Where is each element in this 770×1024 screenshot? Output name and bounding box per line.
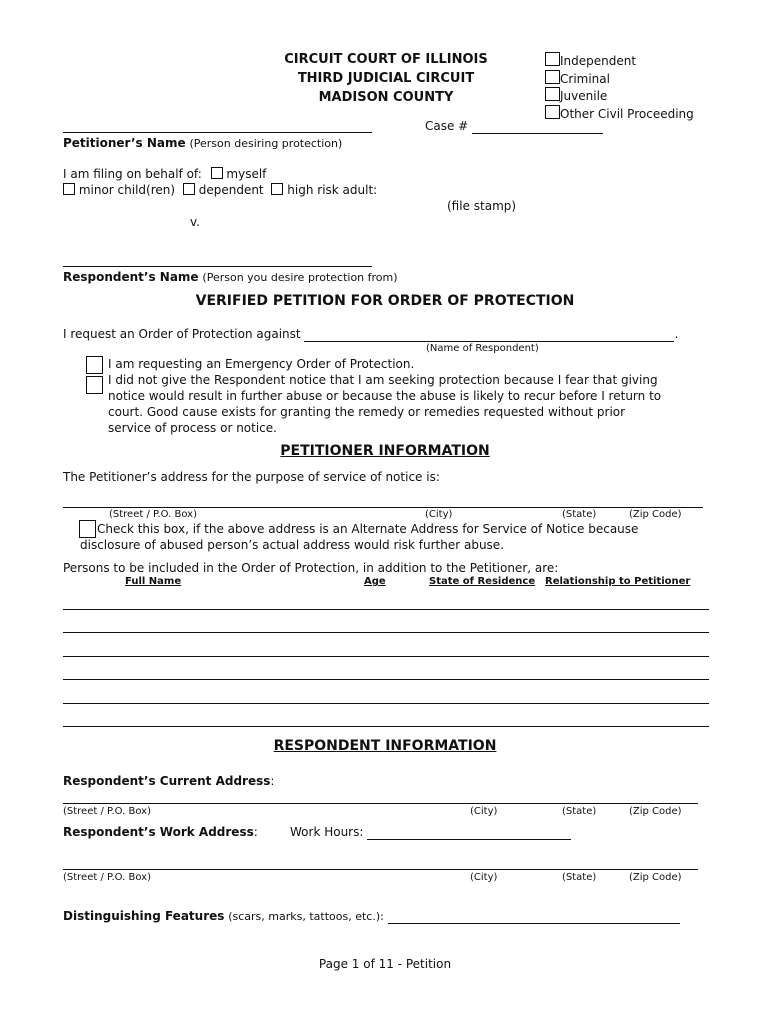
checkbox-alternate-address[interactable]: [79, 520, 96, 538]
notice-line-2: notice would result in further abuse or because the abuse is likely to recur before I return to: [108, 389, 662, 403]
petitioner-address-line[interactable]: [63, 507, 703, 508]
addr-state-hint: (State): [562, 509, 597, 520]
address-intro: The Petitioner’s address for the purpose of service of notice is:: [63, 470, 440, 484]
checkbox-icon[interactable]: [545, 87, 560, 101]
court-title: [250, 50, 522, 107]
court-line-3: MADISON COUNTY: [318, 90, 454, 105]
checkbox-minor[interactable]: [63, 183, 75, 195]
court-line-1: CIRCUIT COURT OF ILLINOIS: [284, 52, 488, 67]
person-row-line[interactable]: [63, 656, 709, 657]
case-type-other-civil[interactable]: Other Civil Proceeding: [545, 105, 694, 123]
checkbox-myself[interactable]: [211, 167, 223, 179]
col-age: Age: [364, 576, 386, 587]
col-relationship: Relationship to Petitioner: [545, 576, 691, 587]
emergency-text-block: [108, 356, 661, 436]
case-type-list: [545, 52, 694, 122]
court-line-2: THIRD JUDICIAL CIRCUIT: [297, 71, 475, 86]
work-city-hint: (City): [470, 872, 498, 883]
person-row-line[interactable]: [63, 703, 709, 704]
checkbox-high-risk[interactable]: [271, 183, 283, 195]
work-zip-hint: (Zip Code): [629, 872, 682, 883]
case-type-independent[interactable]: Independent: [545, 52, 694, 70]
distinguishing-features-line[interactable]: [388, 909, 680, 924]
current-address-line[interactable]: [63, 803, 698, 804]
petition-title: VERIFIED PETITION FOR ORDER OF PROTECTION: [195, 293, 575, 309]
petitioner-info-heading: PETITIONER INFORMATION: [280, 443, 490, 459]
case-type-criminal[interactable]: Criminal: [545, 70, 694, 88]
checkbox-no-notice[interactable]: [86, 376, 103, 394]
col-full-name: Full Name: [125, 576, 182, 587]
case-type-juvenile[interactable]: Juvenile: [545, 87, 694, 105]
versus-label: v.: [190, 215, 200, 229]
current-address-label: Respondent’s Current Address:: [63, 774, 275, 788]
notice-line-1: I did not give the Respondent notice that I am seeking protection because I fear that giving: [108, 373, 658, 387]
work-address-label: Respondent’s Work Address:: [63, 825, 258, 839]
checkbox-dependent[interactable]: [183, 183, 195, 195]
col-state: State of Residence: [429, 576, 536, 587]
respondent-info-heading: RESPONDENT INFORMATION: [273, 738, 497, 754]
work-address-line[interactable]: [63, 869, 698, 870]
addr-city-hint: (City): [425, 509, 453, 520]
file-stamp-label: (file stamp): [447, 199, 517, 213]
person-row-line[interactable]: [63, 609, 709, 610]
cur-street-hint: (Street / P.O. Box): [63, 806, 151, 817]
notice-line-3: court. Good cause exists for granting the remedy or remedies requested without prior: [108, 405, 626, 419]
work-street-hint: (Street / P.O. Box): [63, 872, 151, 883]
addr-zip-hint: (Zip Code): [629, 509, 682, 520]
respondent-name-line[interactable]: [63, 266, 372, 267]
alt-address-line-2: disclosure of abused person’s actual address would risk further abuse.: [80, 538, 505, 552]
cur-zip-hint: (Zip Code): [629, 806, 682, 817]
page-footer: Page 1 of 11 - Petition: [318, 957, 452, 971]
person-row-line[interactable]: [63, 632, 709, 633]
checkbox-emergency[interactable]: [86, 356, 103, 374]
addr-street-hint: (Street / P.O. Box): [109, 509, 197, 520]
case-number-line[interactable]: [472, 119, 603, 134]
distinguishing-features-field[interactable]: Distinguishing Features (scars, marks, tattoos, etc.):: [63, 909, 680, 924]
name-of-respondent-hint: (Name of Respondent): [426, 343, 539, 354]
checkbox-icon[interactable]: [545, 52, 560, 66]
respondent-name-label: Respondent’s Name (Person you desire protection from): [63, 270, 398, 284]
case-number-field[interactable]: Case #: [425, 119, 603, 134]
person-row-line[interactable]: [63, 726, 709, 727]
person-row-line[interactable]: [63, 679, 709, 680]
checkbox-icon[interactable]: [545, 70, 560, 84]
work-hours-line[interactable]: [367, 825, 571, 840]
alt-address-line-1: Check this box, if the above address is an Alternate Address for Service of Notice because: [97, 522, 639, 536]
persons-intro: Persons to be included in the Order of Protection, in addition to the Petitioner, are:: [63, 561, 559, 575]
work-hours-field[interactable]: Work Hours:: [290, 825, 571, 840]
filing-options: minor child(ren) dependent high risk adult:: [63, 183, 377, 197]
notice-line-4: service of process or notice.: [108, 421, 277, 435]
work-state-hint: (State): [562, 872, 597, 883]
emergency-text: I am requesting an Emergency Order of Protection.: [108, 357, 415, 371]
petitioner-name-line[interactable]: [63, 132, 372, 133]
checkbox-icon[interactable]: [545, 105, 560, 119]
petitioner-name-label: Petitioner’s Name (Person desiring protection): [63, 136, 343, 150]
cur-state-hint: (State): [562, 806, 597, 817]
cur-city-hint: (City): [470, 806, 498, 817]
filing-on-behalf: I am filing on behalf of: myself: [63, 167, 267, 181]
respondent-name-input-line[interactable]: [304, 327, 674, 342]
request-line: I request an Order of Protection against .: [63, 327, 679, 341]
